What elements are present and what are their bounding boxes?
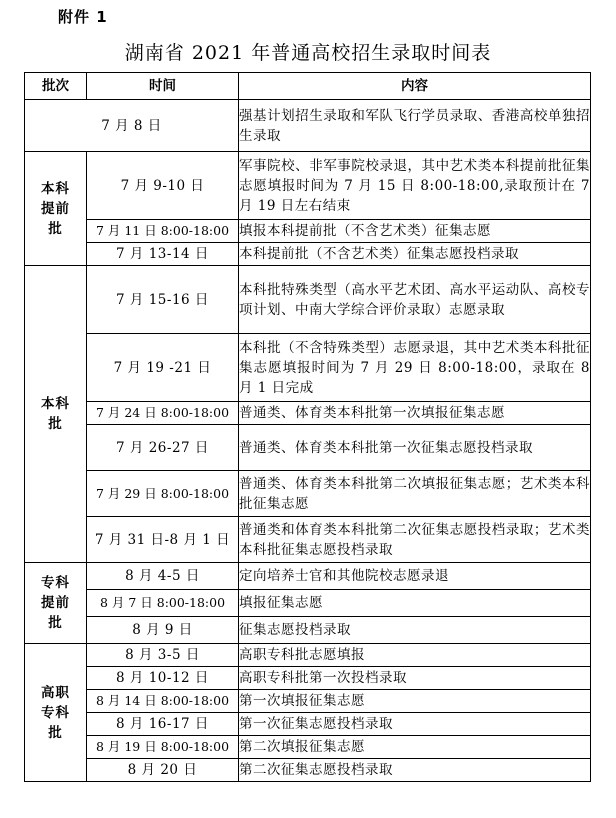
time-cell: 8 月 4-5 日 (87, 563, 239, 590)
time-cell: 8 月 9 日 (87, 617, 239, 644)
table-row (25, 152, 591, 220)
time-cell: 8 月 19 日 8:00-18:00 (87, 736, 239, 759)
table-row (25, 617, 591, 644)
header-time: 时间 (87, 73, 239, 100)
content-cell: 普通类和体育类本科批第二次征集志愿投档录取；艺术类本科批征集志愿投档录取 (239, 517, 591, 563)
time-cell: 8 月 16-17 日 (87, 713, 239, 736)
time-cell: 7 月 31 日-8 月 1 日 (87, 517, 239, 563)
table-row (25, 220, 591, 243)
time-cell: 8 月 3-5 日 (87, 644, 239, 667)
content-cell: 第一次征集志愿投档录取 (239, 713, 591, 736)
time-cell: 7 月 15-16 日 (87, 266, 239, 334)
content-cell: 第二次征集志愿投档录取 (239, 759, 591, 782)
time-cell: 7 月 29 日 8:00-18:00 (87, 471, 239, 517)
time-cell: 7 月 26-27 日 (87, 425, 239, 471)
content-cell: 本科提前批（不含艺术类）征集志愿投档录取 (239, 243, 591, 266)
time-cell: 7 月 8 日 (25, 100, 239, 152)
header-batch: 批次 (25, 73, 87, 100)
table-row (25, 736, 591, 759)
content-cell: 普通类、体育类本科批第二次填报征集志愿；艺术类本科批征集志愿 (239, 471, 591, 517)
table-row (25, 100, 591, 152)
content-cell: 第二次填报征集志愿 (239, 736, 591, 759)
time-cell: 7 月 9-10 日 (87, 152, 239, 220)
attachment-label: 附件 1 (58, 8, 108, 26)
schedule-table (24, 72, 591, 782)
table-row (25, 690, 591, 713)
content-cell: 强基计划招生录取和军队飞行学员录取、香港高校单独招生录取 (239, 100, 591, 152)
batch-cell-undergrad-early: 本科提前批 (25, 152, 87, 266)
table-row (25, 334, 591, 402)
content-cell: 普通类、体育类本科批第一次征集志愿投档录取 (239, 425, 591, 471)
time-cell: 7 月 19 -21 日 (87, 334, 239, 402)
time-cell: 8 月 14 日 8:00-18:00 (87, 690, 239, 713)
table-row (25, 759, 591, 782)
table-row (25, 713, 591, 736)
time-cell: 7 月 13-14 日 (87, 243, 239, 266)
content-cell: 军事院校、非军事院校录退，其中艺术类本科提前批征集志愿填报时间为 7 月 15 日 8:00-18:00,录取预计在 7 月 19 日左右结束 (239, 152, 591, 220)
document-title: 湖南省 2021 年普通高校招生录取时间表 (124, 42, 492, 64)
table-row (25, 243, 591, 266)
table-row (25, 471, 591, 517)
table-row (25, 563, 591, 590)
content-cell: 填报征集志愿 (239, 590, 591, 617)
table-header-row (25, 73, 591, 100)
time-cell: 8 月 20 日 (87, 759, 239, 782)
table-row (25, 667, 591, 690)
table-row (25, 402, 591, 425)
table-row (25, 644, 591, 667)
content-cell: 第一次填报征集志愿 (239, 690, 591, 713)
batch-cell-junior-college-early: 专科提前批 (25, 563, 87, 644)
content-cell: 征集志愿投档录取 (239, 617, 591, 644)
content-cell: 高职专科批志愿填报 (239, 644, 591, 667)
time-cell: 7 月 11 日 8:00-18:00 (87, 220, 239, 243)
time-cell: 8 月 10-12 日 (87, 667, 239, 690)
content-cell: 定向培养士官和其他院校志愿录退 (239, 563, 591, 590)
table-row (25, 266, 591, 334)
header-content: 内容 (239, 73, 591, 100)
content-cell: 填报本科提前批（不含艺术类）征集志愿 (239, 220, 591, 243)
time-cell: 8 月 7 日 8:00-18:00 (87, 590, 239, 617)
content-cell: 普通类、体育类本科批第一次填报征集志愿 (239, 402, 591, 425)
batch-cell-vocational: 高职专科批 (25, 644, 87, 782)
batch-cell-undergrad: 本科批 (25, 266, 87, 563)
table-row (25, 517, 591, 563)
table-row (25, 590, 591, 617)
time-cell: 7 月 24 日 8:00-18:00 (87, 402, 239, 425)
content-cell: 本科批特殊类型（高水平艺术团、高水平运动队、高校专项计划、中南大学综合评价录取）志愿录取 (239, 266, 591, 334)
content-cell: 高职专科批第一次投档录取 (239, 667, 591, 690)
content-cell: 本科批（不含特殊类型）志愿录退，其中艺术类本科批征集志愿填报时间为 7 月 29 日 8:00-18:00，录取在 8 月 1 日完成 (239, 334, 591, 402)
table-row (25, 425, 591, 471)
